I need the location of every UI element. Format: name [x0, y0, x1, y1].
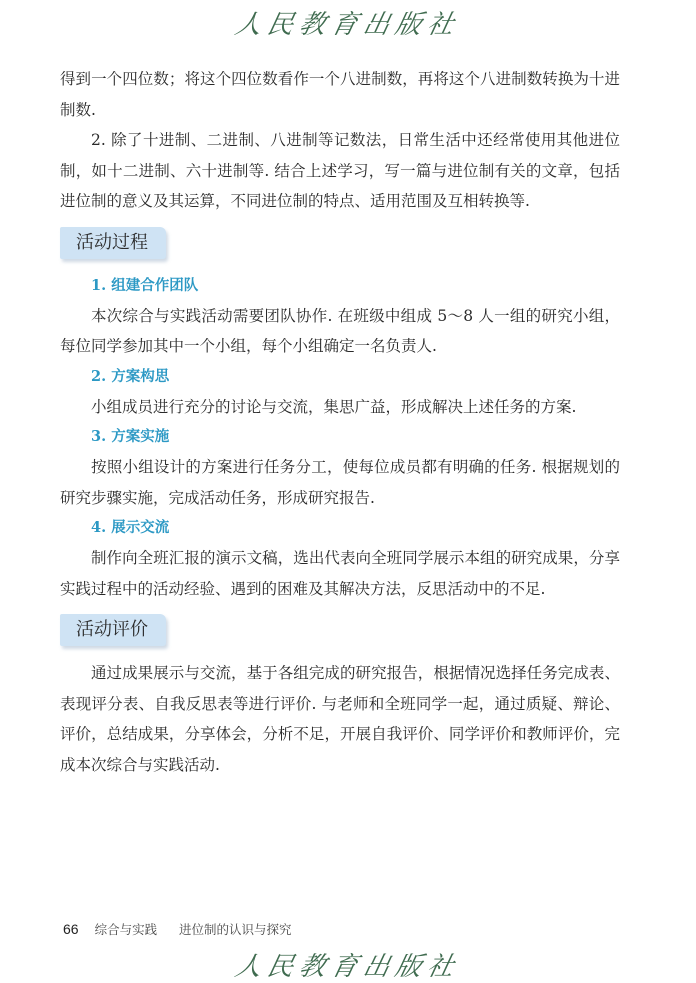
step-text-4: 制作向全班汇报的演示文稿，选出代表向全班同学展示本组的研究成果，分享实践过程中的活动经验、遇到的困难及其解决方法，反思活动中的不足. — [60, 549, 620, 598]
intro-paragraph-continuation: 得到一个四位数；将这个四位数看作一个八进制数，再将这个八进制数转换为十进制数. — [60, 70, 620, 119]
step-heading-3 — [60, 422, 620, 452]
page-content — [60, 64, 620, 780]
step-heading-2 — [60, 362, 620, 392]
step-title: 展示交流 — [111, 520, 170, 536]
step-title: 方案实施 — [111, 429, 170, 445]
step-text-2: 小组成员进行充分的讨论与交流，集思广益，形成解决上述任务的方案. — [91, 397, 577, 416]
step-number: 1. — [91, 276, 107, 294]
step-number: 3. — [91, 428, 107, 445]
step-heading-1 — [60, 271, 620, 301]
publisher-logo-footer: 人民教育出版社 — [232, 952, 463, 982]
evaluation-paragraph: 通过成果展示与交流，基于各组完成的研究报告，根据情况选择任务完成表、表现评分表、自我反思表等进行评价. 与老师和全班同学一起，通过质疑、辩论、评价，总结成果，分享体会，分析不足，开展自我评价、同学评价和教师评价，完成本次综合与实践活动. — [60, 664, 620, 774]
step-text-3: 按照小组设计的方案进行任务分工，使每位成员都有明确的任务. 根据规划的研究步骤实施，完成活动任务，形成研究报告. — [60, 458, 620, 507]
step-title: 方案构思 — [111, 368, 170, 385]
task-2-paragraph: 2. 除了十进制、二进制、八进制等记数法，日常生活中还经常使用其他进位制，如十二进制、六十进制等. 结合上述学习，写一篇与进位制有关的文章，包括进位制的意义及其运算，不同进位制的特点、适用范围及互相转换等. — [60, 131, 620, 210]
step-number: 4. — [91, 519, 107, 536]
section-header-process: 活动过程 — [60, 227, 166, 259]
step-number: 2. — [91, 367, 107, 385]
footer-topic: 进位制的认识与探究 — [179, 922, 292, 937]
footer-chapter: 综合与实践 — [94, 922, 158, 937]
publisher-logo-header: 人民教育出版社 — [232, 10, 463, 40]
section-header-evaluation: 活动评价 — [60, 614, 166, 646]
step-heading-4 — [60, 513, 620, 543]
page-number: 66 — [63, 921, 79, 937]
step-text-1: 本次综合与实践活动需要团队协作. 在班级中组成 5～8 人一组的研究小组，每位同学参加其中一个小组，每个小组确定一名负责人. — [60, 306, 620, 355]
page-footer — [63, 920, 292, 938]
step-title: 组建合作团队 — [111, 277, 199, 294]
